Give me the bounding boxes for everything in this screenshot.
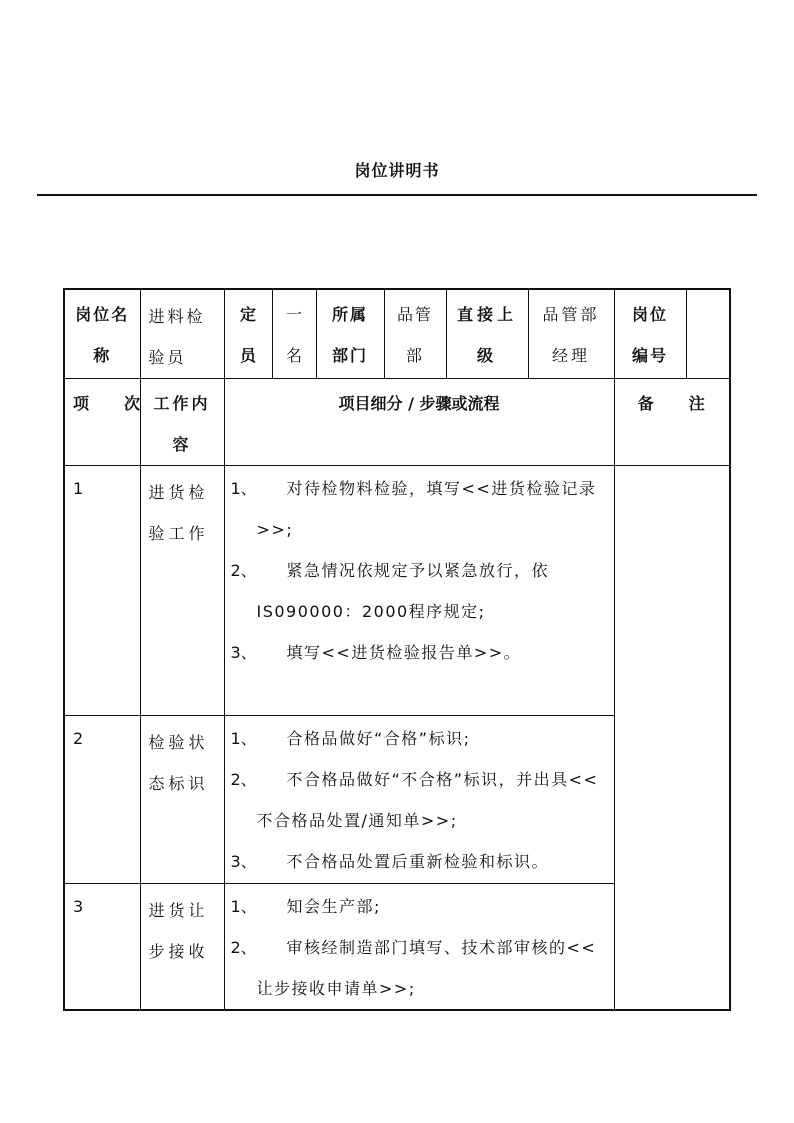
job-description-table (63, 288, 731, 1011)
step-item: 1、 对待检物料检验，填写<<进货检验记录>>; (230, 479, 597, 539)
row-work: 进货检验工作 (140, 466, 224, 716)
table-row (64, 466, 730, 716)
step-item: 1、 知会生产部; (230, 897, 381, 916)
column-header-row (64, 379, 730, 466)
quota-label: 定员 (224, 289, 272, 379)
row-steps (224, 884, 614, 1011)
step-item: 2、 紧急情况依规定予以紧急放行，依IS090000：2000程序规定; (230, 561, 550, 621)
row-work: 检验状态标识 (140, 716, 224, 884)
step-item: 3、 填写<<进货检验报告单>>。 (230, 643, 522, 662)
detail-column-header: 项目细分 / 步骤或流程 (224, 379, 614, 466)
remark-column-header: 备 注 (614, 379, 730, 466)
superior-label: 直接上级 (446, 289, 528, 379)
row-steps (224, 716, 614, 884)
item-column-header: 项 次 (64, 379, 140, 466)
document-title: 岗位讲明书 (354, 161, 440, 180)
position-code-label: 岗位编号 (614, 289, 686, 379)
title-underline (37, 194, 757, 196)
row-number: 3 (64, 884, 140, 1011)
step-item: 2、 不合格品做好“不合格”标识，并出具<<不合格品处置/通知单>>; (230, 770, 599, 830)
position-code-value (686, 289, 730, 379)
quota-value: 一名 (272, 289, 316, 379)
position-name-value: 进料检验员 (140, 289, 224, 379)
row-number: 1 (64, 466, 140, 716)
header-row (64, 289, 730, 379)
department-value: 品管部 (384, 289, 446, 379)
department-label: 所属部门 (316, 289, 384, 379)
superior-value: 品管部经理 (528, 289, 614, 379)
remark-cell (614, 466, 730, 1011)
step-item: 3、 不合格品处置后重新检验和标识。 (230, 852, 550, 871)
row-number: 2 (64, 716, 140, 884)
row-steps (224, 466, 614, 716)
row-work: 进货让步接收 (140, 884, 224, 1011)
work-column-header: 工作内容 (140, 379, 224, 466)
step-item: 2、 审核经制造部门填写、技术部审核的<<让步接收申请单>>; (230, 938, 597, 998)
step-item: 1、 合格品做好“合格”标识; (230, 729, 471, 748)
position-name-label: 岗位名称 (64, 289, 140, 379)
